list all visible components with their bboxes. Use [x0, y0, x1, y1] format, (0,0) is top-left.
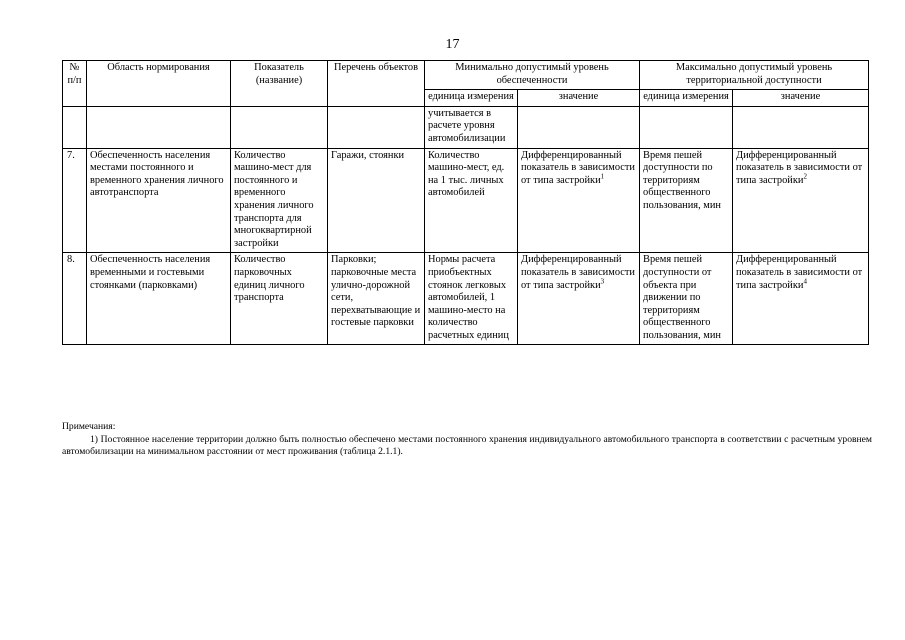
cell-objects: Гаражи, стоянки — [328, 148, 425, 253]
footnote-ref: 4 — [803, 277, 807, 286]
header-indicator: Показатель (название) — [231, 61, 328, 107]
cell-area — [87, 106, 231, 148]
table-row-continuation — [63, 106, 869, 148]
cell-min-unit: Количество машино-мест, ед. на 1 тыс. личных автомобилей — [425, 148, 518, 253]
header-min-unit: единица измерения — [425, 90, 518, 107]
cell-max-value-text: Дифференцированный показатель в зависимости от типа застройки — [736, 149, 863, 186]
notes-section — [62, 421, 872, 459]
header-objects: Перечень объектов — [328, 61, 425, 107]
header-min-value: значение — [518, 90, 640, 107]
notes-title: Примечания: — [62, 421, 116, 432]
cell-min-value — [518, 106, 640, 148]
cell-area: Обеспеченность населения временными и гостевыми стоянками (парковками) — [87, 253, 231, 345]
cell-num: 8. — [63, 253, 87, 345]
table-row — [63, 148, 869, 253]
cell-min-unit: Нормы расчета приобъектных стоянок легковых автомобилей, 1 машино-место на количество расчетных единиц — [425, 253, 518, 345]
table-row — [63, 253, 869, 345]
note-item: 1) Постоянное население территории должно быть полностью обеспечено местами постоянного хранения индивидуального автомобильного транспорта в соответствии с расчетным уровнем автомобилизации на минимальном расстоянии от мест проживания (таблица 2.1.1). — [62, 433, 872, 457]
cell-indicator: Количество парковочных единиц личного транспорта — [231, 253, 328, 345]
header-num: № п/п — [63, 61, 87, 107]
header-max-value: значение — [733, 90, 869, 107]
header-min-group: Минимально допустимый уровень обеспеченности — [425, 61, 640, 90]
cell-max-value-text: Дифференцированный показатель в зависимости от типа застройки — [736, 254, 863, 291]
cell-min-value — [518, 253, 640, 345]
cell-min-value — [518, 148, 640, 253]
cell-objects: Парковки; парковочные места улично-дорожной сети, перехватывающие и гостевые парковки — [328, 253, 425, 345]
footnote-ref: 2 — [803, 172, 807, 181]
header-area: Область нормирования — [87, 61, 231, 107]
cell-max-unit: Время пешей доступности от объекта при движении по территориям общественного пользования, мин — [640, 253, 733, 345]
standards-table — [62, 60, 869, 345]
cell-indicator: Количество машино-мест для постоянного и временного хранения личного транспорта для многоквартирной застройки — [231, 148, 328, 253]
page-number: 17 — [445, 37, 460, 52]
cell-max-value — [733, 148, 869, 253]
cell-max-unit: Время пешей доступности по территориям общественного пользования, мин — [640, 148, 733, 253]
header-max-unit: единица измерения — [640, 90, 733, 107]
cell-num: 7. — [63, 148, 87, 253]
cell-area: Обеспеченность населения местами постоянного и временного хранения личного автотранспорта — [87, 148, 231, 253]
cell-indicator — [231, 106, 328, 148]
header-row-1 — [63, 61, 869, 90]
cell-num — [63, 106, 87, 148]
footnote-ref: 1 — [600, 172, 605, 181]
footnote-ref: 3 — [600, 277, 605, 286]
cell-max-value — [733, 106, 869, 148]
cell-min-unit: учитывается в расчете уровня автомобилизации — [425, 106, 518, 148]
cell-objects — [328, 106, 425, 148]
header-max-group: Максимально допустимый уровень территориальной доступности — [640, 61, 869, 90]
cell-max-value — [733, 253, 869, 345]
cell-min-value-text: Дифференцированный показатель в зависимости от типа застройки — [521, 149, 635, 186]
cell-min-value-text: Дифференцированный показатель в зависимости от типа застройки — [521, 254, 635, 291]
cell-max-unit — [640, 106, 733, 148]
